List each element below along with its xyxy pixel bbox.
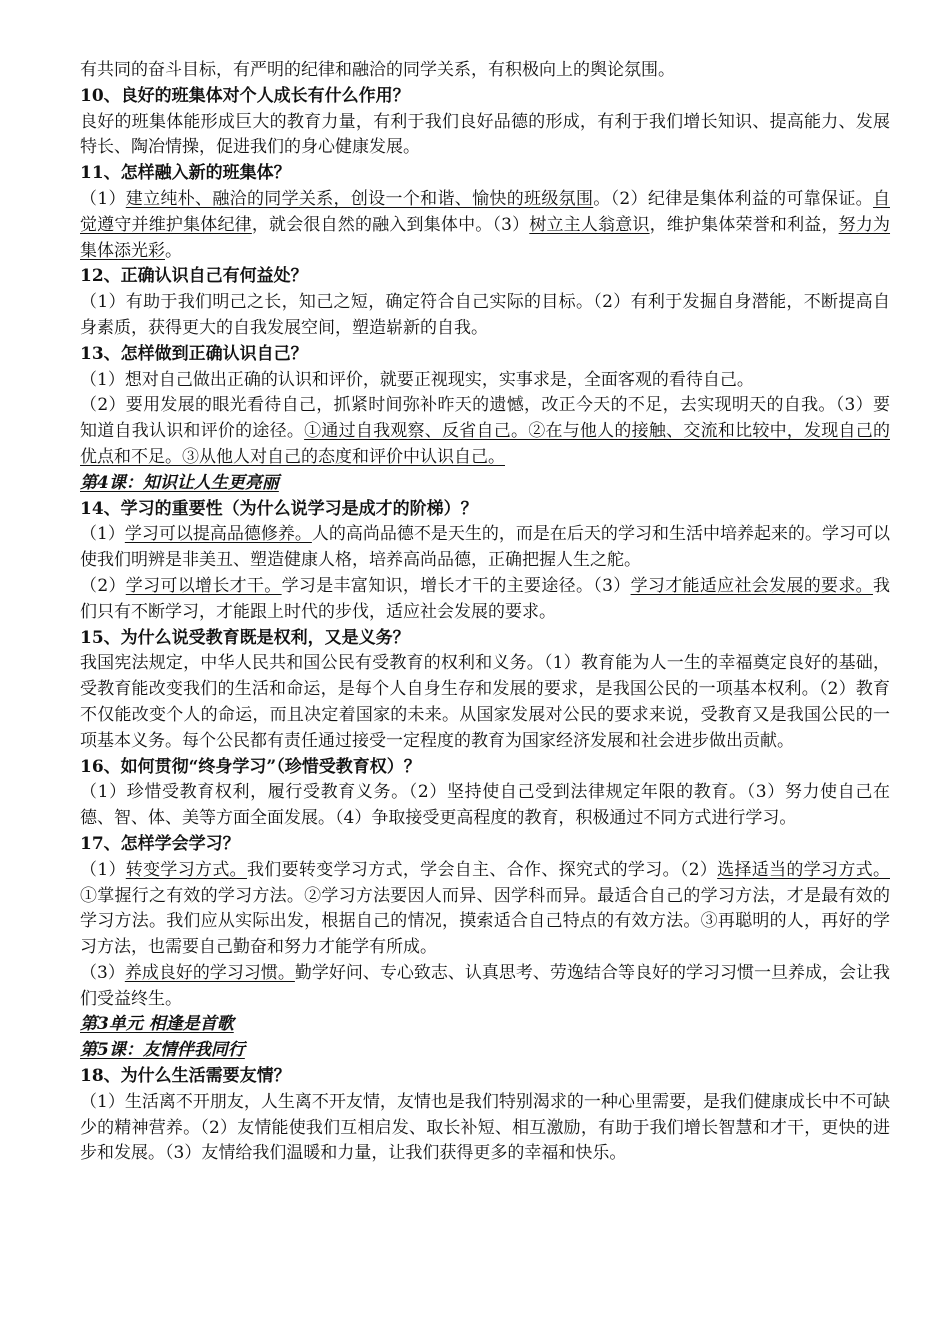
question-17-title: 17、怎样学会学习？	[80, 833, 240, 854]
underlined-point: 选择适当的学习方式。	[717, 859, 890, 880]
question-13-answer-1: （1）想对自己做出正确的认识和评价，就要正视现实，实事求是，全面客观的看待自己。	[80, 369, 754, 390]
question-13-answer-2	[80, 393, 890, 470]
question-13-title: 13、怎样做到正确认识自己？	[80, 343, 308, 364]
answer-text: ，就会很自然的融入到集体中。（3）	[251, 214, 530, 235]
answer-text: 。（2）纪律是集体利益的可靠保证。	[593, 188, 873, 209]
answer-text: 我们要转变学习方式，学会自主、合作、探究式的学习。（2）	[246, 859, 718, 880]
intro-paragraph: 有共同的奋斗目标，有严明的纪律和融洽的同学关系，有积极向上的舆论氛围。	[80, 60, 675, 80]
underlined-point: 学习可以增长才干。	[125, 575, 282, 596]
question-11-answer	[80, 187, 890, 264]
answer-text: （1）	[80, 859, 126, 880]
underlined-point: 养成良好的学习习惯。	[124, 962, 295, 983]
question-18-title: 18、为什么生活需要友情？	[80, 1066, 291, 1087]
question-10-answer: 良好的班集体能形成巨大的教育力量，有利于我们良好品德的形成，有利于我们增长知识、提高能力、发展特长、陶冶情操，促进我们的身心健康发展。	[80, 111, 890, 158]
question-15-answer: 我国宪法规定，中华人民共和国公民有受教育的权利和义务。（1）教育能为人一生的幸福奠定良好的基础，受教育能改变我们的生活和命运，是每个人自身生存和发展的要求，是我国公民的一项基本权利。（2）教育不仅能改变个人的命运，而且决定着国家的未来。从国家发展对公民的要求来说，受教育又是我国公民的一项基本义务。每个公民都有责任通过接受一定程度的教育为国家经济发展和社会进步做出贡献。	[80, 653, 890, 751]
underlined-point: 学习可以提高品德修养。	[124, 524, 312, 545]
question-18-answer: （1）生活离不开朋友，人生离不开友情，友情也是我们特别渴求的一种心里需要，是我们健康成长中不可缺少的精神营养。（2）友情能使我们互相启发、取长补短、相互激励，有助于我们增长智慧和才干，更快的进步和发展。（3）友情给我们温暖和力量，让我们获得更多的幸福和快乐。	[80, 1091, 890, 1164]
unit-3-heading: 第3单元 相逢是首歌	[80, 1014, 234, 1035]
question-14-answer-2	[80, 574, 890, 626]
question-10-title: 10、良好的班集体对个人成长有什么作用？	[80, 85, 410, 106]
document-page	[80, 58, 890, 1167]
question-16-answer: （1）珍惜受教育权利，履行受教育义务。（2）坚持使自己受到法律规定年限的教育。（3）努力使自己在德、智、体、美等方面全面发展。（4）争取接受更高程度的教育，积极通过不同方式进行学习。	[80, 782, 890, 829]
question-12-answer: （1）有助于我们明己之长，知己之短，确定符合自己实际的目标。（2）有利于发掘自身潜能，不断提高自身素质，获得更大的自我发展空间，塑造崭新的自我。	[80, 292, 890, 338]
answer-text: 勤学好问、专心致志、认真思考、劳逸结合等良好的学习习惯一旦养成，会让我们受益终生。	[80, 962, 890, 1009]
question-17-answer-1	[80, 858, 890, 961]
underlined-point: 努力为集体添光彩	[80, 214, 891, 261]
question-11-title: 11、怎样融入新的班集体？	[80, 163, 291, 184]
underlined-point: 转变学习方式。	[125, 859, 247, 880]
underlined-point: 建立纯朴、融洽的同学关系，创设一个和谐、愉快的班级氛围	[125, 188, 594, 209]
question-16-title: 16、如何贯彻“终身学习”（珍惜受教育权）？	[80, 756, 421, 777]
lesson-4-heading: 第4课：知识让人生更亮丽	[80, 472, 279, 493]
answer-text: ①掌握行之有效的学习方法。②学习方法要因人而异、因学科而异。最适合自己的学习方法，才是最有效的学习方法。我们应从实际出发，根据自己的情况，摸索适合自己特点的有效方法。③再聪明的人，再好的学习方法，也需要自己勤奋和努力才能学有所成。	[80, 885, 890, 958]
answer-text: （2）	[80, 575, 126, 596]
answer-text: 我们只有不断学习，才能跟上时代的步伐，适应社会发展的要求。	[80, 575, 890, 622]
underlined-point: 树立主人翁意识	[529, 214, 650, 235]
answer-text: （1）	[80, 188, 126, 209]
question-12-title: 12、正确认识自己有何益处？	[80, 266, 308, 287]
answer-text: 人的高尚品德不是天生的，而是在后天的学习和生活中培养起来的。学习可以使我们明辨是非美丑、塑造健康人格，培养高尚品德，正确把握人生之舵。	[80, 524, 890, 571]
underlined-point: 学习才能适应社会发展的要求。	[630, 575, 873, 596]
answer-text: （2）要用发展的眼光看待自己，抓紧时间弥补昨天的遗憾，改正今天的不足，去实现明天的自我。（3）要知道自我认识和评价的途径。	[80, 395, 890, 442]
underlined-point: 自觉遵守并维护集体纪律	[80, 188, 890, 235]
answer-text: 学习是丰富知识，增长才干的主要途径。（3）	[281, 575, 631, 596]
answer-text: （3）	[80, 962, 125, 983]
question-17-answer-2	[80, 961, 890, 1013]
question-14-answer-1	[80, 522, 890, 574]
underlined-point: ①通过自我观察、反省自己。②在与他人的接触、交流和比较中，发现自己的优点和不足。③从他人对自己的态度和评价中认识自己。	[80, 421, 890, 467]
answer-text: （1）	[80, 524, 125, 545]
answer-text: ，维护集体荣誉和利益，	[649, 214, 839, 235]
lesson-5-heading: 第5课：友情伴我同行	[80, 1040, 245, 1061]
question-14-title: 14、学习的重要性（为什么说学习是成才的阶梯）？	[80, 498, 478, 519]
question-15-title: 15、为什么说受教育既是权利，又是义务？	[80, 627, 410, 648]
answer-text: 。	[165, 240, 182, 261]
